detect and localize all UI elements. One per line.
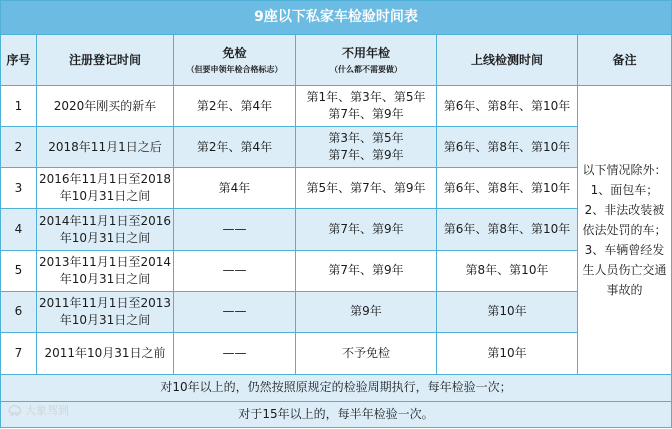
online-inspect-cell bbox=[437, 86, 578, 127]
register-time-cell-line: 2014年11月1日至2016 bbox=[39, 213, 171, 228]
table-row bbox=[1, 250, 672, 291]
remarks-line: 依法处罚的车； bbox=[582, 223, 667, 238]
exempt-cell-line: —— bbox=[222, 222, 247, 237]
online-inspect-cell-line: 第6年、第8年、第10年 bbox=[443, 98, 571, 113]
remarks-line: 生人员伤亡交通 bbox=[582, 263, 667, 278]
no-inspect-cell bbox=[296, 127, 437, 168]
header-remarks: 备注 bbox=[578, 35, 672, 86]
remarks-line: 事故的 bbox=[606, 283, 643, 298]
online-inspect-cell-line: 第6年、第8年、第10年 bbox=[443, 139, 571, 154]
header-exempt bbox=[174, 35, 296, 86]
row-index: 1 bbox=[1, 86, 37, 127]
row-index: 3 bbox=[1, 168, 37, 209]
online-inspect-cell bbox=[437, 209, 578, 250]
register-time-cell-line: 2013年11月1日至2014 bbox=[39, 254, 171, 269]
register-time-cell-line: 2011年10月31日之前 bbox=[44, 345, 166, 360]
exempt-cell-line: 第2年、第4年 bbox=[196, 98, 273, 113]
register-time-cell-line: 2011年11月1日至2013 bbox=[39, 295, 171, 310]
register-time-cell-line: 年10月31日之间 bbox=[59, 189, 151, 204]
exempt-cell bbox=[174, 86, 296, 127]
table-row bbox=[1, 127, 672, 168]
remarks-line: 2、非法改装被 bbox=[584, 203, 665, 218]
register-time-cell-line: 2020年刚买的新车 bbox=[53, 98, 157, 113]
register-time-cell-line: 年10月31日之间 bbox=[59, 312, 151, 327]
header-register-time: 注册登记时间 bbox=[37, 35, 174, 86]
remarks-cell bbox=[578, 86, 672, 375]
register-time-cell bbox=[37, 250, 174, 291]
header-index: 序号 bbox=[1, 35, 37, 86]
online-inspect-cell-line: 第8年、第10年 bbox=[465, 263, 549, 278]
header-exempt-label: 免检 bbox=[222, 45, 247, 60]
row-index: 4 bbox=[1, 209, 37, 250]
register-time-cell bbox=[37, 86, 174, 127]
header-no-inspect bbox=[296, 35, 437, 86]
header-no-inspect-label: 不用年检 bbox=[341, 45, 390, 60]
online-inspect-cell bbox=[437, 168, 578, 209]
register-time-cell bbox=[37, 291, 174, 332]
online-inspect-cell-line: 第6年、第8年、第10年 bbox=[443, 222, 571, 237]
no-inspect-cell-line: 第3年、第5年 bbox=[328, 131, 404, 146]
exempt-cell-line: 第2年、第4年 bbox=[196, 139, 273, 154]
no-inspect-cell bbox=[296, 332, 437, 374]
remarks-line: 3、车辆曾经发 bbox=[584, 243, 665, 258]
no-inspect-cell bbox=[296, 168, 437, 209]
table-row bbox=[1, 291, 672, 332]
watermark-text: 大象驾到 bbox=[25, 404, 69, 417]
register-time-cell-line: 2018年11月1日之后 bbox=[48, 139, 162, 154]
no-inspect-cell-line: 不予免检 bbox=[341, 345, 390, 360]
online-inspect-cell bbox=[437, 291, 578, 332]
no-inspect-cell-line: 第7年、第9年 bbox=[328, 107, 404, 122]
no-inspect-cell bbox=[296, 250, 437, 291]
online-inspect-cell bbox=[437, 127, 578, 168]
table-title: 9座以下私家车检验时间表 bbox=[1, 1, 672, 35]
online-inspect-cell-line: 第6年、第8年、第10年 bbox=[443, 180, 571, 195]
elephant-logo-icon bbox=[8, 404, 22, 416]
exempt-cell bbox=[174, 127, 296, 168]
no-inspect-cell-line: 第7年、第9年 bbox=[328, 222, 404, 237]
no-inspect-cell bbox=[296, 291, 437, 332]
no-inspect-cell-line: 第1年、第3年、第5年 bbox=[306, 90, 426, 105]
exempt-cell bbox=[174, 332, 296, 374]
header-row bbox=[1, 35, 672, 86]
row-index: 2 bbox=[1, 127, 37, 168]
exempt-cell bbox=[174, 250, 296, 291]
table-row bbox=[1, 168, 672, 209]
footer-row bbox=[1, 401, 672, 427]
online-inspect-cell-line: 第10年 bbox=[487, 304, 527, 319]
row-index: 5 bbox=[1, 250, 37, 291]
exempt-cell-line: —— bbox=[222, 345, 247, 360]
no-inspect-cell bbox=[296, 209, 437, 250]
exempt-cell bbox=[174, 168, 296, 209]
table-row bbox=[1, 209, 672, 250]
header-exempt-note: （但要申领年检合格标志） bbox=[186, 64, 283, 74]
no-inspect-cell-line: 第7年、第9年 bbox=[328, 148, 404, 163]
register-time-cell bbox=[37, 127, 174, 168]
footer-row bbox=[1, 374, 672, 401]
row-index: 6 bbox=[1, 291, 37, 332]
remarks-line: 1、面包车； bbox=[590, 183, 659, 198]
header-online-inspect: 上线检测时间 bbox=[437, 35, 578, 86]
no-inspect-cell-line: 第7年、第9年 bbox=[328, 263, 404, 278]
exempt-cell-line: 第4年 bbox=[218, 180, 251, 195]
footer-note: 对于15年以上的，每半年检验一次。 bbox=[1, 401, 672, 427]
header-no-inspect-note: （什么都不需要做） bbox=[330, 64, 402, 74]
register-time-cell-line: 年10月31日之间 bbox=[59, 230, 151, 245]
register-time-cell-line: 年10月31日之间 bbox=[59, 271, 151, 286]
no-inspect-cell-line: 第5年、第7年、第9年 bbox=[306, 180, 426, 195]
online-inspect-cell-line: 第10年 bbox=[487, 345, 527, 360]
table-row bbox=[1, 332, 672, 374]
title-row bbox=[1, 1, 672, 35]
exempt-cell-line: —— bbox=[222, 304, 247, 319]
online-inspect-cell bbox=[437, 332, 578, 374]
exempt-cell-line: —— bbox=[222, 263, 247, 278]
register-time-cell bbox=[37, 209, 174, 250]
row-index: 7 bbox=[1, 332, 37, 374]
table-row bbox=[1, 86, 672, 127]
remarks-line: 以下情况除外： bbox=[582, 163, 667, 178]
register-time-cell bbox=[37, 168, 174, 209]
register-time-cell bbox=[37, 332, 174, 374]
exempt-cell bbox=[174, 209, 296, 250]
footer-note: 对10年以上的，仍然按照原规定的检验周期执行，每年检验一次； bbox=[1, 374, 672, 401]
watermark bbox=[8, 402, 69, 418]
no-inspect-cell-line: 第9年 bbox=[350, 304, 382, 319]
no-inspect-cell bbox=[296, 86, 437, 127]
exempt-cell bbox=[174, 291, 296, 332]
register-time-cell-line: 2016年11月1日至2018 bbox=[39, 172, 171, 187]
online-inspect-cell bbox=[437, 250, 578, 291]
